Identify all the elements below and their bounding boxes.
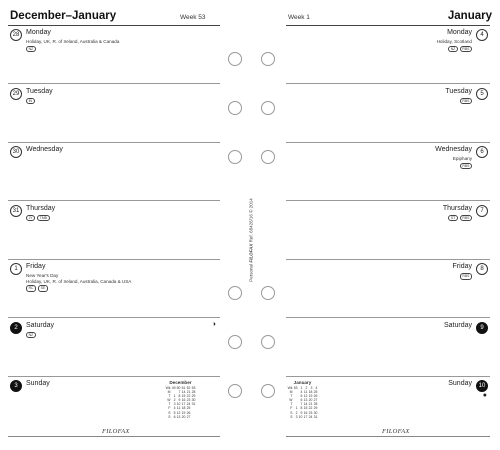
- mini-calendar-cell: 1: [173, 394, 176, 399]
- mini-calendar-cell: 31: [313, 414, 318, 419]
- mini-calendar-grid: [165, 386, 196, 419]
- mini-calendar-cell: 23: [308, 410, 313, 415]
- day-name: Saturday: [26, 321, 55, 329]
- region-badge: RC: [26, 285, 36, 292]
- day-row: [286, 85, 490, 143]
- day-number: 5: [476, 88, 488, 100]
- december-mini-calendar: [165, 380, 196, 419]
- region-badge: NZ: [26, 332, 36, 339]
- binder-hole: [228, 335, 242, 349]
- day-row: [286, 26, 490, 84]
- mini-calendar-cell: S: [168, 414, 171, 419]
- day-name: Monday: [447, 29, 472, 36]
- day-number: 1: [10, 263, 22, 275]
- binder-hole: [228, 286, 242, 300]
- spine-imprint: [245, 198, 257, 282]
- region-badge: SE: [38, 285, 48, 292]
- right-week-label: Week 1: [288, 14, 310, 21]
- mini-calendar-cell: 29: [191, 394, 196, 399]
- mini-calendar-cell: 11: [303, 390, 308, 395]
- mini-calendar-cell: T: [290, 402, 293, 407]
- binder-hole: [261, 286, 275, 300]
- holiday-badges: [26, 46, 36, 53]
- mini-calendar-cell: 9: [300, 410, 303, 415]
- spine-brand: FILOFAX: [248, 243, 254, 263]
- region-badge: RBS: [460, 46, 472, 53]
- mini-calendar-row: [165, 415, 196, 419]
- mini-calendar-cell: 7: [300, 402, 303, 407]
- mini-calendar-cell: 2: [173, 398, 176, 403]
- left-bottom-rule: [8, 436, 220, 437]
- day-name: Sunday: [26, 380, 50, 387]
- mini-calendar-cell: 26: [313, 394, 318, 399]
- day-name: Friday: [26, 263, 46, 270]
- mini-calendar-cell: 5: [300, 394, 303, 399]
- day-name: Monday: [26, 29, 51, 36]
- mini-calendar-cell: 13: [303, 398, 308, 403]
- mini-calendar-cell: 51: [181, 386, 186, 390]
- mini-calendar-cell: Wk: [287, 386, 293, 390]
- binder-hole: [261, 150, 275, 164]
- mini-calendar-cell: 7: [178, 390, 181, 395]
- mini-calendar-cell: 2: [305, 386, 308, 390]
- day-row: [8, 85, 220, 143]
- first-quarter-moon-icon: ◑: [211, 320, 216, 328]
- day-number: 6: [476, 146, 488, 158]
- day-number: 4: [476, 29, 488, 41]
- mini-calendar-cell: S: [168, 410, 171, 415]
- mini-calendar-cell: 1: [300, 386, 303, 390]
- binder-hole: [228, 384, 242, 398]
- mini-calendar-cell: M: [289, 390, 293, 395]
- mini-calendar-cell: S: [290, 410, 293, 415]
- left-filofax-logo: FILOFAX: [102, 428, 130, 435]
- day-number: 3: [10, 380, 22, 392]
- mini-calendar-cell: 17: [181, 402, 186, 407]
- mini-calendar-cell: 18: [308, 390, 313, 395]
- mini-calendar-cell: 6: [300, 398, 303, 403]
- mini-calendar-cell: 18: [181, 406, 186, 411]
- mini-calendar-title: December: [169, 380, 192, 385]
- mini-calendar-cell: Wk: [165, 386, 171, 390]
- holiday-badges: [460, 98, 472, 105]
- mini-calendar-cell: M: [167, 390, 171, 395]
- mini-calendar-cell: 26: [186, 410, 191, 415]
- mini-calendar-cell: 12: [303, 394, 308, 399]
- right-page-title: January: [447, 10, 492, 22]
- mini-calendar-grid: [287, 386, 318, 419]
- day-number: 10: [476, 380, 488, 392]
- binder-hole: [261, 101, 275, 115]
- left-page-title: December–January: [10, 10, 117, 22]
- mini-calendar-cell: 22: [186, 394, 191, 399]
- mini-calendar-cell: 3: [310, 386, 313, 390]
- holiday-badges: [448, 46, 472, 53]
- day-row: [286, 202, 490, 260]
- mini-calendar-cell: 21: [308, 402, 313, 407]
- mini-calendar-cell: 14: [181, 390, 186, 395]
- mini-calendar-cell: 31: [191, 402, 196, 407]
- day-number: 2: [10, 322, 22, 334]
- region-badge: RBS: [460, 98, 472, 105]
- day-name: Wednesday: [26, 146, 63, 153]
- mini-calendar-cell: 16: [303, 410, 308, 415]
- january-mini-calendar: [287, 380, 318, 419]
- mini-calendar-cell: 5: [173, 410, 176, 415]
- mini-calendar-cell: 52: [186, 386, 191, 390]
- day-number: 29: [10, 88, 22, 100]
- mini-calendar-cell: 28: [191, 390, 196, 395]
- day-note: Epiphany: [452, 156, 472, 161]
- day-row: [8, 143, 220, 201]
- mini-calendar-cell: 15: [303, 406, 308, 411]
- right-bottom-rule: [286, 436, 490, 437]
- mini-calendar-cell: 27: [186, 414, 191, 419]
- mini-calendar-cell: 22: [308, 406, 313, 411]
- mini-calendar-cell: 10: [298, 414, 303, 419]
- mini-calendar-cell: 24: [186, 402, 191, 407]
- mini-calendar-cell: F: [290, 406, 293, 411]
- mini-calendar-cell: 2: [295, 410, 298, 415]
- right-page: [284, 0, 500, 450]
- region-badge: TMB: [37, 215, 49, 222]
- mini-calendar-cell: 20: [308, 398, 313, 403]
- day-note: Holiday, UK, R. of Ireland, Australia & Canada: [26, 39, 120, 44]
- binder-hole: [228, 52, 242, 66]
- holiday-badges: [26, 98, 35, 105]
- region-badge: RBS: [460, 163, 472, 170]
- spine-size: Personal: [248, 263, 254, 282]
- mini-calendar-cell: S: [290, 414, 293, 419]
- mini-calendar-cell: 49: [171, 386, 176, 390]
- mini-calendar-cell: W: [167, 398, 171, 403]
- binder-hole: [261, 384, 275, 398]
- left-page: [0, 0, 222, 450]
- mini-calendar-cell: 15: [181, 394, 186, 399]
- mini-calendar-cell: 3: [173, 402, 176, 407]
- region-badge: IN: [26, 98, 35, 105]
- mini-calendar-cell: 20: [181, 414, 186, 419]
- day-number: 30: [10, 146, 22, 158]
- binder-hole: [228, 150, 242, 164]
- mini-calendar-cell: 4: [315, 386, 318, 390]
- mini-calendar-cell: T: [290, 394, 293, 399]
- day-row: [8, 319, 220, 377]
- mini-calendar-cell: 12: [176, 410, 181, 415]
- day-note: Holiday, Scotland: [436, 39, 472, 44]
- binder-hole: [261, 335, 275, 349]
- day-number: 8: [476, 263, 488, 275]
- day-name: Tuesday: [26, 87, 53, 95]
- mini-calendar-cell: 29: [313, 406, 318, 411]
- day-name: Wednesday: [435, 146, 472, 153]
- holiday-badges: [26, 215, 50, 222]
- mini-calendar-cell: 8: [178, 394, 181, 399]
- region-badge: RBS: [460, 273, 472, 280]
- mini-calendar-cell: 9: [178, 398, 181, 403]
- day-name: Sunday: [448, 380, 472, 387]
- mini-calendar-cell: 19: [181, 410, 186, 415]
- right-filofax-logo: FILOFAX: [382, 428, 410, 435]
- mini-calendar-cell: 28: [313, 402, 318, 407]
- mini-calendar-cell: 53: [293, 386, 298, 390]
- binder-hole: [261, 52, 275, 66]
- mini-calendar-cell: 27: [313, 398, 318, 403]
- holiday-badges: [460, 273, 472, 280]
- mini-calendar-cell: 3: [295, 414, 298, 419]
- mini-calendar-cell: W: [289, 398, 293, 403]
- holiday-badges: [460, 163, 472, 170]
- mini-calendar-cell: 24: [308, 414, 313, 419]
- day-name: Tuesday: [445, 87, 472, 95]
- day-number: 31: [10, 205, 22, 217]
- day-number: 9: [476, 322, 488, 334]
- mini-calendar-cell: 8: [300, 406, 303, 411]
- mini-calendar-cell: 1: [295, 406, 298, 411]
- day-row: [8, 26, 220, 84]
- new-moon-icon: ●: [482, 392, 487, 399]
- mini-calendar-cell: 23: [186, 398, 191, 403]
- region-badge: ST: [448, 215, 458, 222]
- mini-calendar-cell: 11: [176, 406, 181, 411]
- day-number: 7: [476, 205, 488, 217]
- mini-calendar-cell: T: [168, 402, 171, 407]
- left-week-label: Week 53: [180, 14, 206, 21]
- mini-calendar-cell: 25: [186, 406, 191, 411]
- holiday-badges: [26, 332, 36, 339]
- spine-copyright: © 2014: [248, 198, 254, 213]
- mini-calendar-cell: 10: [176, 402, 181, 407]
- day-name: Friday: [452, 263, 472, 270]
- mini-calendar-cell: 14: [303, 402, 308, 407]
- mini-calendar-cell: T: [168, 394, 171, 399]
- day-row: [286, 260, 490, 318]
- holiday-badges: [26, 285, 48, 292]
- mini-calendar-cell: 25: [313, 390, 318, 395]
- mini-calendar-cell: 4: [173, 406, 176, 411]
- mini-calendar-cell: 4: [300, 390, 303, 395]
- mini-calendar-cell: 21: [186, 390, 191, 395]
- mini-calendar-cell: 30: [191, 398, 196, 403]
- day-name: Thursday: [442, 204, 472, 212]
- day-row: [286, 143, 490, 201]
- mini-calendar-cell: 13: [176, 414, 181, 419]
- day-name: Saturday: [443, 321, 472, 329]
- mini-calendar-cell: 17: [303, 414, 308, 419]
- region-badge: NZ: [26, 46, 36, 53]
- day-row: [8, 260, 220, 318]
- day-row: [8, 202, 220, 260]
- spine-ref: Ref. 68426/16: [248, 214, 254, 243]
- region-badge: NZ: [448, 46, 458, 53]
- mini-calendar-cell: 30: [313, 410, 318, 415]
- mini-calendar-cell: 53: [191, 386, 196, 390]
- mini-calendar-cell: F: [168, 406, 171, 411]
- mini-calendar-cell: 19: [308, 394, 313, 399]
- day-note: New Year's Day Holiday, UK, R. of Ireland, Australia, Canada & USA: [26, 273, 132, 284]
- mini-calendar-row: [287, 415, 318, 419]
- mini-calendar-title: January: [293, 380, 312, 385]
- binder-hole: [228, 101, 242, 115]
- holiday-badges: [448, 215, 472, 222]
- mini-calendar-cell: 50: [176, 386, 181, 390]
- day-name: Thursday: [26, 204, 56, 212]
- mini-calendar-cell: 6: [173, 414, 176, 419]
- region-badge: JY: [26, 215, 35, 222]
- day-number: 28: [10, 29, 22, 41]
- mini-calendar-cell: [191, 415, 196, 419]
- day-row: [286, 319, 490, 377]
- region-badge: RBS: [460, 215, 472, 222]
- mini-calendar-cell: 16: [181, 398, 186, 403]
